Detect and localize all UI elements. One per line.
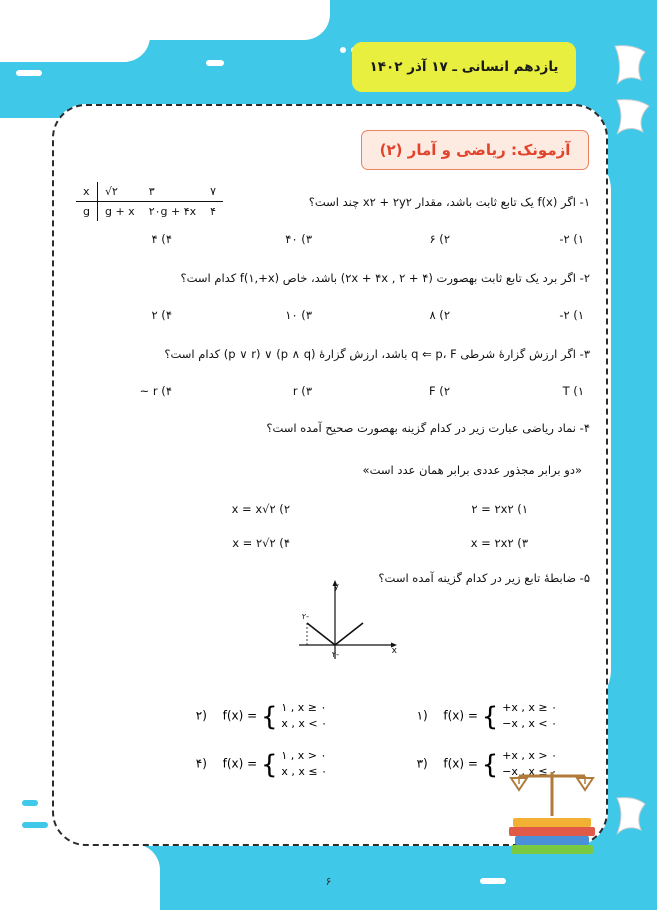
option-4-2[interactable]: ۲) ۲√x = x: [231, 502, 290, 516]
option-4-1[interactable]: ۱) ۲x٢ = ۲: [471, 502, 528, 516]
option-5-4-row2: x , x ≤ ۰: [281, 764, 327, 778]
option-5-2[interactable]: ۲) f(x) = { ۱ , x ≥ ۰ x , x < ۰: [195, 701, 327, 732]
svg-text:y: y: [333, 582, 339, 592]
question-5-text: ۵- ضابطۀ تابع زیر در کدام گزینه آمده است؟: [378, 571, 590, 585]
exam-title: آزمونک: ریاضی و آمار (۲): [379, 141, 571, 159]
option-3-2[interactable]: ۲) F: [429, 384, 450, 398]
table-cell: ۳: [142, 182, 203, 202]
option-5-4-row1: ۱ , x > ۰: [281, 749, 327, 762]
dash-decoration: [16, 70, 42, 76]
option-3-4[interactable]: ۴) r ~: [139, 384, 172, 398]
option-5-3[interactable]: ۳) f(x) = { +x , x > ۰ −x , x ≤ ۰: [416, 749, 557, 780]
table-cell: x: [76, 182, 97, 202]
dash-decoration: [16, 44, 42, 50]
table-cell: g + x: [104, 205, 135, 219]
dash-decoration: [22, 800, 38, 806]
option-2-2[interactable]: ۲) ۸: [429, 308, 450, 322]
option-1-3[interactable]: ۳) ۴۰: [285, 232, 312, 246]
option-5-3-row2: −x , x ≤ ۰: [502, 764, 557, 778]
option-5-1-lhs: f(x) =: [443, 708, 478, 723]
svg-text:x: x: [391, 646, 397, 656]
books-and-scales-illustration: [497, 758, 607, 858]
table-cell: ۷: [203, 182, 223, 202]
option-5-4-number: ۴): [195, 756, 207, 771]
date-tab-label: یازدهم انسانی ـ ۱۷ آذر ۱۴۰۲: [369, 59, 559, 75]
dash-decoration: [22, 822, 48, 828]
ribbon-icon: [611, 96, 653, 142]
option-2-3[interactable]: ۳) ۱۰: [285, 308, 312, 322]
top-white-notch-small: [0, 0, 150, 62]
page-number: ۶: [325, 875, 332, 888]
date-tab: [352, 42, 576, 92]
option-4-4[interactable]: ۴) ۲√x = ۲: [232, 536, 290, 550]
question-5-graph: [287, 575, 407, 667]
table-cell: ۴: [210, 205, 217, 219]
option-5-2-row1: ۱ , x ≥ ۰: [281, 701, 327, 714]
option-5-3-row1: +x , x > ۰: [502, 749, 557, 762]
option-2-4[interactable]: ۴) ۲: [151, 308, 172, 322]
option-5-2-number: ۲): [195, 708, 207, 723]
question-1-text: ۱- اگر f(x) یک تابع ثابت باشد، مقدار ۲y٢ + x٢ چند است؟: [308, 195, 590, 209]
exam-title-box: [361, 130, 589, 170]
question-4-quote: «دو برابر مجذور عددی برابر همان عدد است»: [362, 463, 582, 477]
table-cell: ۲۰g + ۴x: [148, 205, 197, 219]
option-1-4[interactable]: ۴) ۴: [151, 232, 172, 246]
option-3-3[interactable]: ۳) r: [292, 384, 312, 398]
option-5-2-row2: x , x < ۰: [281, 716, 327, 730]
option-5-2-lhs: f(x) =: [222, 708, 258, 723]
option-5-4-lhs: f(x) =: [222, 756, 258, 771]
svg-text:-۲: -۲: [301, 612, 309, 621]
option-1-2[interactable]: ۲) ۶: [429, 232, 450, 246]
question-3-text: ۳- اگر ارزش گزارۀ شرطی q ⇐ p، F باشد، ارزش گزارۀ (p ∧ q) ∨ (p ∨ r) کدام است؟: [164, 347, 590, 361]
ribbon-icon: [611, 44, 651, 100]
option-5-1-row1: +x , x ≥ ۰: [502, 701, 557, 714]
option-5-1[interactable]: ۱) f(x) = { +x , x ≥ ۰ −x , x < ۰: [416, 701, 557, 732]
option-5-4[interactable]: ۴) f(x) = { ۱ , x > ۰ x , x ≤ ۰: [195, 749, 327, 780]
ribbon-icon: [613, 794, 649, 840]
option-2-1[interactable]: ۱) ۲-: [559, 308, 584, 322]
option-3-1[interactable]: ۱) T: [562, 384, 584, 398]
option-5-3-number: ۳): [416, 756, 428, 771]
table-cell: √۲: [97, 182, 141, 202]
dash-decoration: [200, 32, 226, 38]
option-1-1[interactable]: ۱) ۲-: [559, 232, 584, 246]
question-2-text: ۲- اگر برد یک تابع ثابت بهصورت (۲x + ۴x , ۲ + ۴) باشد، خاص f(۱,+x) کدام است؟: [180, 271, 590, 285]
option-4-3[interactable]: ۳) ۲x٢ = x: [470, 536, 528, 550]
option-5-3-lhs: f(x) =: [443, 756, 478, 771]
table-cell: g: [76, 202, 97, 222]
question-4-text: ۴- نماد ریاضی عبارت زیر در کدام گزینه بهصورت صحیح آمده است؟: [266, 421, 590, 435]
dash-decoration: [206, 60, 224, 66]
svg-text:-۲: -۲: [331, 650, 339, 659]
option-5-1-row2: −x , x < ۰: [502, 716, 557, 730]
option-5-1-number: ۱): [416, 708, 428, 723]
